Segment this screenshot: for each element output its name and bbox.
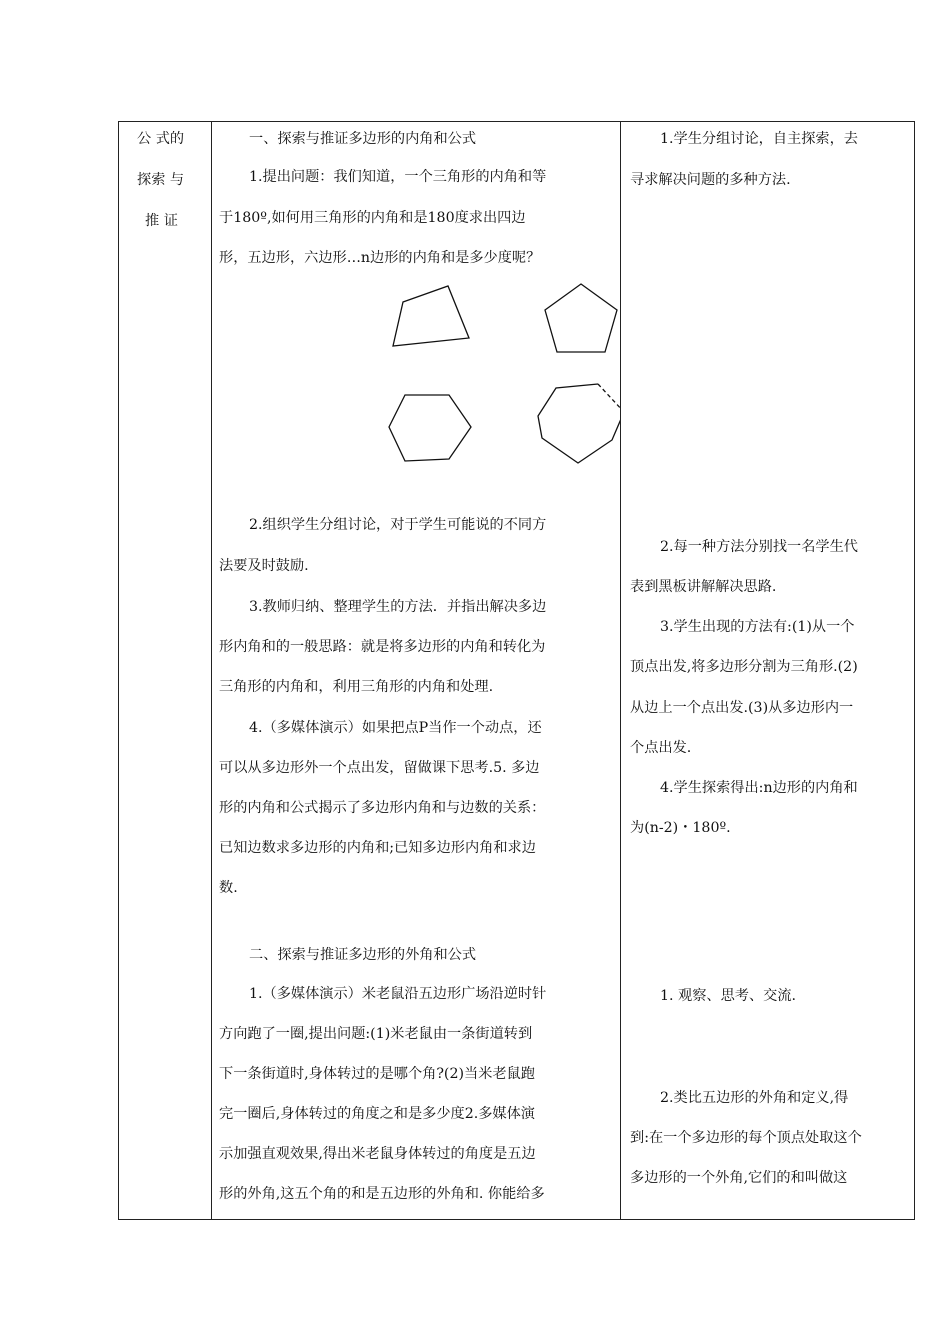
quadrilateral-figure [391,284,473,350]
text-line: 已知边数求多边形的内角和;已知多边形内角和求边 [219,840,536,856]
text-line: 个点出发. [630,740,692,756]
text-line: 多边形的一个外角,它们的和叫做这 [630,1170,848,1186]
text-line: 法要及时鼓励. [219,558,309,574]
text-line: 形内角和的一般思路：就是将多边形的内角和转化为 [219,639,546,655]
text-line: 表到黑板讲解解决思路. [630,579,777,595]
text-line: 完一圈后,身体转过的角度之和是多少度2.多媒体演 [219,1106,535,1122]
text-line: 1.（多媒体演示）米老鼠沿五边形广场沿逆时针 [249,986,547,1002]
text-line: 3.学生出现的方法有:(1)从一个 [660,619,855,635]
section-label-line: 公 式的 [137,131,185,147]
heading-exterior-angles: 二、探索与推证多边形的外角和公式 [249,947,477,963]
text-line: 1. 观察、思考、交流. [660,988,797,1004]
text-line: 寻求解决问题的多种方法. [630,172,791,188]
section-label-cell [119,122,211,1219]
text-line: 形的外角,这五个角的和是五边形的外角和. 你能给多 [219,1186,545,1202]
hexagon-figure [387,393,473,463]
text-line: 数. [219,880,238,896]
text-line: 2.类比五边形的外角和定义,得 [660,1090,849,1106]
heading-interior-angles: 一、探索与推证多边形的内角和公式 [249,131,477,147]
text-line: 3.教师归纳、整理学生的方法．并指出解决多边 [249,599,547,615]
text-line: 示加强直观效果,得出米老鼠身体转过的角度是五边 [219,1146,536,1162]
section-label-line: 推 证 [145,213,178,229]
n-gon-figure [536,382,620,466]
text-line: 1.提出问题：我们知道，一个三角形的内角和等 [249,169,547,185]
text-line: 到:在一个多边形的每个顶点处取这个 [630,1130,862,1146]
text-line: 4.学生探索得出:n边形的内角和 [660,780,858,796]
lesson-table [118,121,915,1220]
text-line: 三角形的内角和，利用三角形的内角和处理. [219,679,494,695]
teacher-activity-cell [211,122,620,1219]
text-line: 2.每一种方法分别找一名学生代 [660,539,858,555]
text-line: 于180º,如何用三角形的内角和是180度求出四边 [219,210,526,226]
text-line: 顶点出发,将多边形分割为三角形.(2) [630,659,858,675]
text-line: 形，五边形，六边形…n边形的内角和是多少度呢？ [219,250,541,266]
text-line: 1.学生分组讨论，自主探索，去 [660,131,858,147]
text-line: 方向跑了一圈,提出问题:(1)米老鼠由一条街道转到 [219,1026,533,1042]
text-line: 2.组织学生分组讨论，对于学生可能说的不同方 [249,517,547,533]
text-line: 可以从多边形外一个点出发，留做课下思考.5. 多边 [219,760,540,776]
student-activity-cell [620,122,914,1219]
text-line: 下一条街道时,身体转过的是哪个角?(2)当米老鼠跑 [219,1066,535,1082]
text-line: 形的内角和公式揭示了多边形内角和与边数的关系： [219,800,546,816]
text-line: 为(n-2)・180º. [630,820,731,836]
text-line: 4.（多媒体演示）如果把点P当作一个动点，还 [249,720,542,736]
section-label-line: 探索 与 [137,172,185,188]
pentagon-figure [543,282,620,354]
text-line: 从边上一个点出发.(3)从多边形内一 [630,700,854,716]
